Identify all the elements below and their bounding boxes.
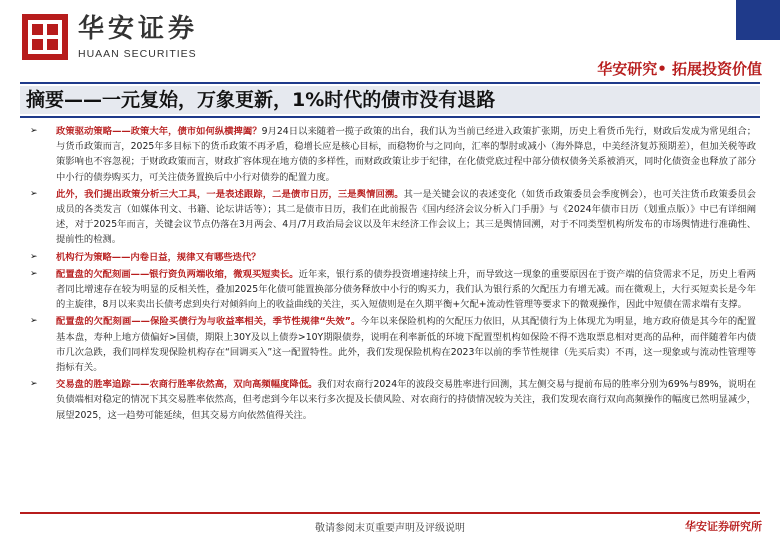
arrow-bullet-icon: ➢ [30,251,38,262]
bullet-item [24,267,756,313]
bullet-item [24,314,756,375]
arrow-bullet-icon: ➢ [30,126,38,136]
footer-divider [20,512,760,514]
bullet-item [24,377,756,423]
summary-body [24,124,756,423]
bullet-heading: 机构行为策略——内卷日益，规律又有哪些迭代？ [56,251,261,263]
bullet-heading: 交易盘的胜率追踪——农商行胜率依然高，双向高频幅度降低。 [56,379,318,391]
logo-chinese-name: 华安证券 [78,14,199,44]
bullet-heading: 配置盘的欠配刻画——银行资负两端收缩，微观买短卖长。 [56,268,299,280]
arrow-bullet-icon: ➢ [30,188,38,199]
title-divider [20,116,760,118]
bullet-item [24,187,756,248]
page-title: 摘要——一元复始，万象更新，1%时代的债市没有退路 [26,89,496,111]
header-slogan: 华安研究• 拓展投资价值 [597,60,762,78]
bullet-item [24,124,756,185]
arrow-bullet-icon: ➢ [30,316,38,327]
footer-disclaimer: 敬请参阅末页重要声明及评级说明 [315,523,465,534]
bullet-heading: 配置盘的欠配刻画——保险买债行为与收益率相关，季节性规律“失效”。 [56,316,361,328]
arrow-bullet-icon: ➢ [30,268,38,279]
bullet-item [24,250,756,265]
bullet-text: 9月24日以来随着一揽子政策的出台，我们认为当前已经进入政策扩张期，历史上看货币先行，财政后发成为常见组合；与货币政策而言，2025年多目标下的货币政策不再矛盾，稳增长应是核心目标，而稳物价与之同向，汇率的掣肘或减小（海外降息，中美经济复苏预期差），但加关税等政策影响也不容忽视；于财政政策而言，财政扩容体现在地方债的多样性，而财政政策让步于纪律，在化债党底过程中部分债权债务关系被消灭，同时化债资金也释放了部分中小行的债券购买力，可关注债务置换后中小行对债券的配置力度。 [56,126,756,183]
arrow-bullet-icon: ➢ [30,379,38,390]
logo-english-name: HUAAN SECURITIES [78,48,197,60]
bullet-text: 近年来，银行系的债券投资增速持续上升，而导致这一现象的重要原因在于资产端的信贷需求不足，历史上看两者同比增速存在较为明显的反相关性，叠加2025年化债可能置换部分债务释放中小行的购买力，我们认为银行系的欠配压力有增无减。而在微观上，大行买短卖长是今年的主旋律，8月以来卖出长债考虑到央行对倾斜向上的收益曲线的关注，买入短债则是在久期平衡+欠配+流动性管理等要求下的微观操作，因此中短债在需求端有支撑。 [56,268,756,311]
corner-accent-block [736,0,780,40]
header-divider [20,82,760,84]
bullet-heading: 政策驱动策略——政策大年，债市如何纵横捭阖？ [56,126,262,137]
bullet-heading: 此外，我们提出政策分析三大工具，一是表述跟踪，二是债市日历，三是舆情回溯。 [56,188,404,200]
bullet-text: 其一是关键会议的表述变化（如货币政策委员会季度例会），也可关注货币政策委员会成员的各类发言（如媒体刊文、书籍、论坛讲话等）；其二是债市日历，我们在此前报告《国内经济会议分析入门手册》与《2024年债市日历（划重点版）》中已有详细阐述，对于2025年而言，关键会议节点仍落在3月两会、4月/7月政治局会议以及年末经济工作会议上；其三是舆情回溯，对于不同类型机构所发布的市场舆情进行准确性、提前性的检测。 [56,188,756,246]
bullet-text: 今年以来保险机构的欠配压力依旧，从其配债行为上体现尤为明显，地方政府债是其今年的配置基本盘，寿种上地方债偏好>国债，期限上30Y及以上债券>10Y期限债券，说明在利率新低的环境下配置型机构如保险不得不选取票息相对更高的品种，而伴随着年内债市几次急跌，我们同样发现保险机构存在“回调买入”这一配置特性。此外，我们发现保险机构在2023年以前的季节性规律（先买后卖）不再，这一现象或与流动性管理等指标有关。 [56,316,756,374]
bullet-text: 我们对农商行2024年的波段交易胜率进行回测，其左侧交易与提前布局的胜率分别为69%与89%，说明在负债端相对稳定的情况下其交易胜率依然高，但考虑到今年以来行多次提及长债风险、对农商行的持债情况较为关注，我们发现农商行双向高频操作的幅度已然明显减少，展望2025，这一趋势可能延续，但其交易方向依然值得关注。 [56,379,756,421]
huaan-logo-icon [22,14,68,60]
footer-brand: 华安证券研究所 [685,520,762,533]
